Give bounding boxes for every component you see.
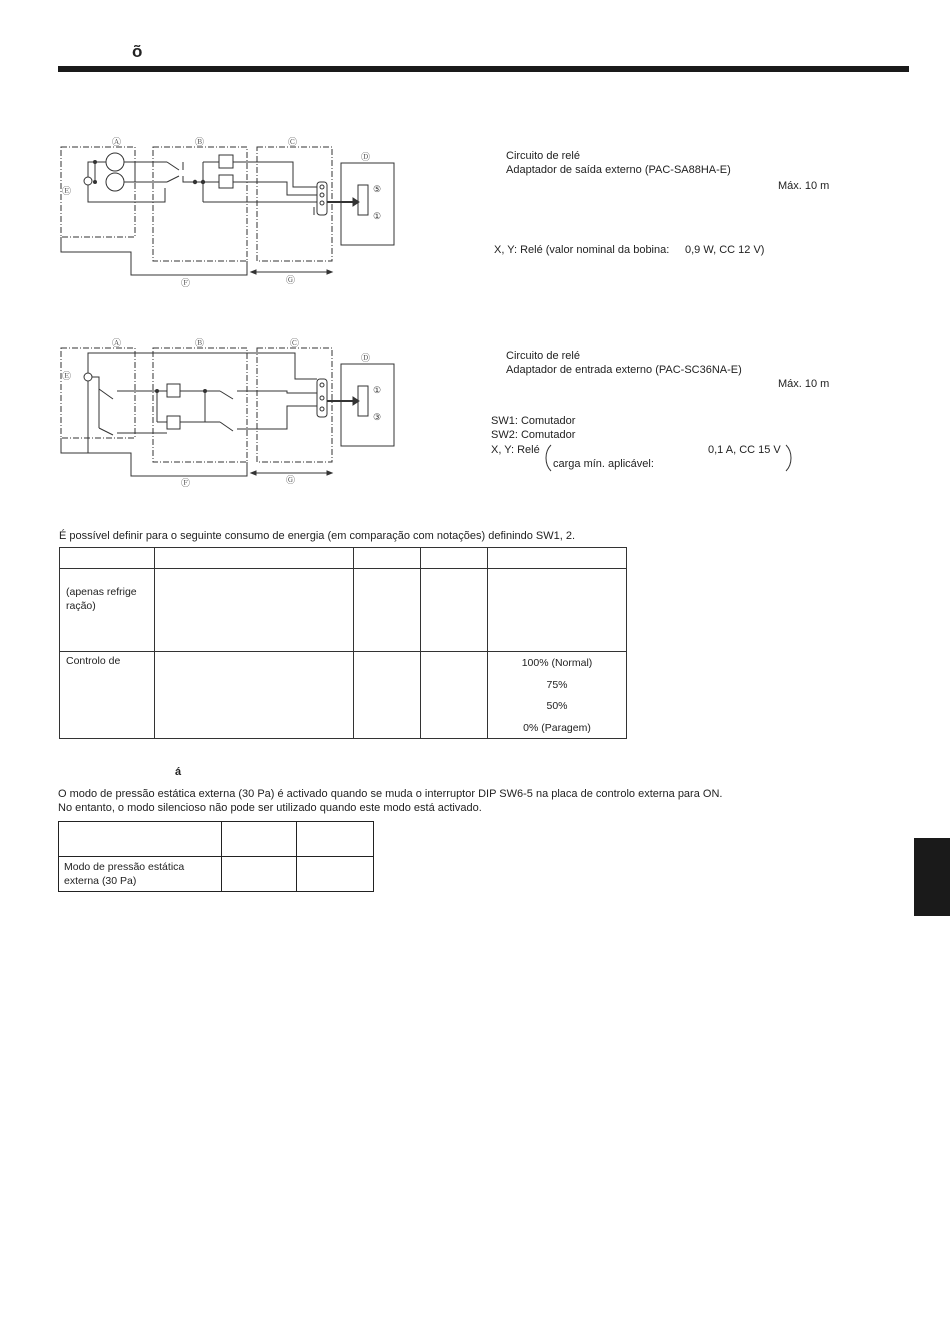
percentage-75: 75% xyxy=(546,678,568,691)
pressure-line-2: No entanto, o modo silencioso não pode ser utilizado quando este modo está activado. xyxy=(58,802,482,814)
percentage-50: 50% xyxy=(546,700,568,712)
table-cell xyxy=(60,569,155,652)
label-c: Ⓒ xyxy=(288,137,298,147)
min-load-note: carga mín. aplicável: xyxy=(553,458,654,470)
table-cell xyxy=(59,822,222,857)
table-cell xyxy=(421,652,488,739)
label-f: Ⓕ xyxy=(181,278,191,288)
table-cell xyxy=(155,652,354,739)
label-g: Ⓖ xyxy=(286,475,296,485)
table-cell xyxy=(354,548,421,569)
percentage-100: 100% (Normal) xyxy=(521,657,593,669)
table-cell xyxy=(222,857,297,892)
relay-value-note-1: 0,9 W, CC 12 V) xyxy=(685,244,765,256)
output-adapter-note: Adaptador de saída externo (PAC-SA88HA-E) xyxy=(506,164,731,176)
energy-table xyxy=(59,547,627,739)
table-cell xyxy=(297,822,374,857)
table-cell xyxy=(354,569,421,652)
table-cell xyxy=(222,822,297,857)
table-cell xyxy=(488,652,627,739)
relay-note-2: X, Y: Relé xyxy=(491,444,540,456)
bracket-right xyxy=(785,444,793,472)
percentage-0: 0% (Paragem) xyxy=(523,721,591,734)
sw2-note: SW2: Comutador xyxy=(491,429,576,441)
header-glyph: õ xyxy=(132,42,143,61)
label-d: Ⓓ xyxy=(361,152,371,162)
pressure-line-1: O modo de pressão estática externa (30 Pa) é activado quando se muda o interruptor DIP SW6-5 na placa de controlo externa para ON. xyxy=(58,788,723,800)
max-length-note-2: Máx. 10 m xyxy=(778,378,830,390)
side-tab-marker xyxy=(914,838,950,916)
label-b: Ⓑ xyxy=(195,338,205,348)
table-cell xyxy=(354,652,421,739)
label-a: Ⓐ xyxy=(112,137,122,147)
control-label: Controlo de xyxy=(66,655,121,667)
label-a: Ⓐ xyxy=(112,338,122,348)
table-cell xyxy=(297,857,374,892)
pin-label-2: ③ xyxy=(373,412,382,422)
label-e: Ⓔ xyxy=(62,186,72,196)
pressure-mode-label: Modo de pressão estática externa (30 Pa) xyxy=(64,861,185,887)
header-rule xyxy=(58,66,909,72)
label-b: Ⓑ xyxy=(195,137,205,147)
relay-circuit-note-1: Circuito de relé xyxy=(506,150,580,162)
pin-label-2: ① xyxy=(373,211,382,221)
table-cell xyxy=(488,548,627,569)
relay-spec-note-1: X, Y: Relé (valor nominal da bobina: xyxy=(494,244,670,256)
table-cell xyxy=(60,652,155,739)
label-g: Ⓖ xyxy=(286,275,296,285)
energy-intro: É possível definir para o seguinte consumo de energia (em comparação com notações) definindo SW1, 2. xyxy=(59,530,576,542)
pressure-table xyxy=(58,821,374,892)
input-adapter-note: Adaptador de entrada externo (PAC-SC36NA-E) xyxy=(506,364,742,376)
bracket-left xyxy=(544,444,552,472)
sw1-note: SW1: Comutador xyxy=(491,415,576,427)
cooling-only-label: (apenas refrige ração) xyxy=(66,586,137,612)
pressure-heading-glyph: á xyxy=(175,766,182,778)
wiring-diagram-input xyxy=(55,333,405,493)
table-cell xyxy=(155,548,354,569)
table-cell xyxy=(488,569,627,652)
label-e: Ⓔ xyxy=(62,371,72,381)
table-cell xyxy=(59,857,222,892)
table-cell xyxy=(421,569,488,652)
table-cell xyxy=(60,548,155,569)
table-cell xyxy=(421,548,488,569)
label-d: Ⓓ xyxy=(361,353,371,363)
wiring-diagram-output xyxy=(55,132,405,292)
max-length-note-1: Máx. 10 m xyxy=(778,180,830,192)
label-f: Ⓕ xyxy=(181,478,191,488)
relay-value-note-2: 0,1 A, CC 15 V xyxy=(708,444,781,456)
pin-label-1: ⑤ xyxy=(373,184,382,194)
relay-circuit-note-2: Circuito de relé xyxy=(506,350,580,362)
table-cell xyxy=(155,569,354,652)
label-c: Ⓒ xyxy=(290,338,300,348)
pin-label-1: ① xyxy=(373,385,382,395)
